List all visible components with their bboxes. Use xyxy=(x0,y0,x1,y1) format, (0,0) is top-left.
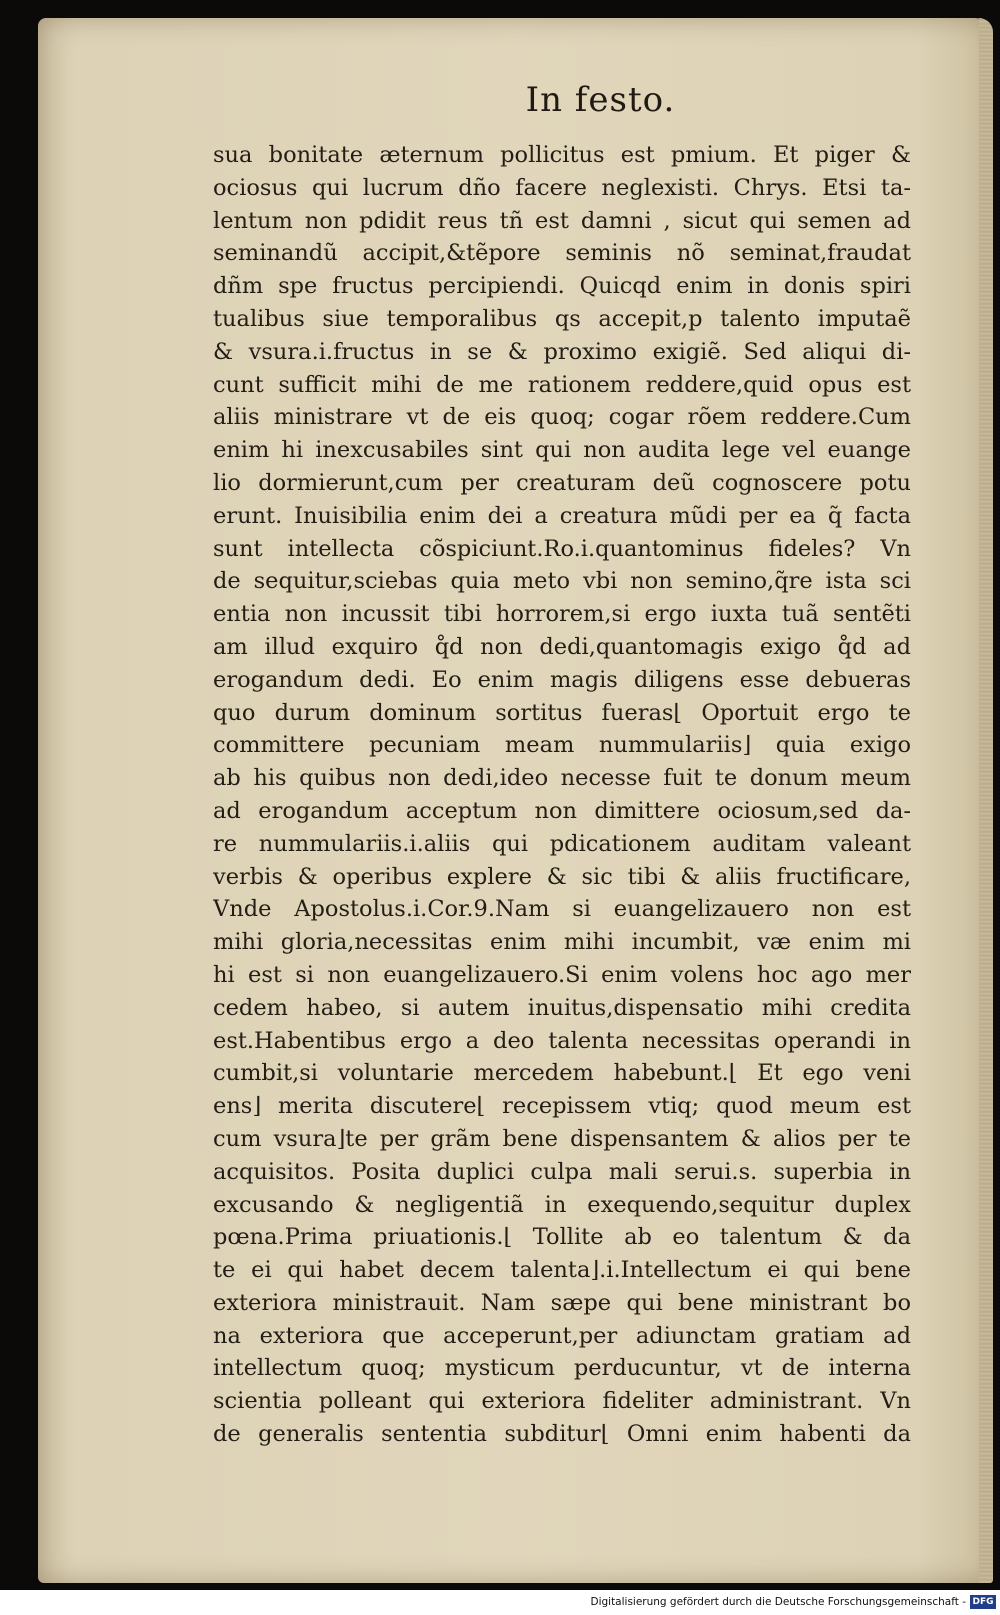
body-text xyxy=(213,139,911,1451)
page-fore-edge xyxy=(979,18,993,1583)
text-line: am illud exquiro q̊d non dedi,quantomagis exigo q̊d ad xyxy=(213,633,911,660)
text-line: tualibus siue temporalibus qs accepit,p talento imputaẽ xyxy=(213,305,911,332)
text-line: na exteriora que acceperunt,per adiunctam gratiam ad xyxy=(213,1322,911,1349)
text-line: scientia polleant qui exteriora fideliter administrant. Vn xyxy=(213,1388,911,1415)
text-line: ociosus qui lucrum dño facere neglexisti. Chrys. Etsi ta- xyxy=(213,174,911,201)
text-line: cum vsura⌋te per grãm bene dispensantem & alios per te xyxy=(213,1125,911,1152)
text-line: est.Habentibus ergo a deo talenta necessitas operandi in xyxy=(213,1027,911,1054)
text-line: erunt. Inuisibilia enim dei a creatura mũdi per ea q̃ facta xyxy=(213,502,911,529)
text-line: hi est si non euangelizauero.Si enim volens hoc ago mer xyxy=(213,961,911,988)
running-head: In festo. xyxy=(525,80,676,120)
text-line: de sequitur,sciebas quia meto vbi non semino,q̃re ista sci xyxy=(213,568,911,595)
text-line: cunt sufficit mihi de me rationem reddere,quid opus est xyxy=(213,371,911,398)
text-line: entia non incussit tibi horrorem,si ergo iuxta tuã sentẽti xyxy=(213,601,911,628)
funding-credit: Digitalisierung gefördert durch die Deutsche Forschungsgemeinschaft - xyxy=(590,1596,966,1608)
text-line: quo durum dominum sortitus fueras⌊ Oportuit ergo te xyxy=(213,699,911,726)
book-page xyxy=(38,18,993,1583)
text-line: de generalis sententia subditur⌊ Omni enim habenti da xyxy=(213,1421,911,1448)
text-line: re nummulariis.i.aliis qui pdicationem auditam valeant xyxy=(213,830,911,857)
text-line: dñm spe fructus percipiendi. Quicqd enim in donis spiri xyxy=(213,273,911,300)
text-line: ens⌋ merita discutere⌊ recepissem vtiq; quod meum est xyxy=(213,1093,911,1120)
text-line: verbis & operibus explere & sic tibi & aliis fructificare, xyxy=(213,863,911,890)
text-line: & vsura.i.fructus in se & proximo exigiẽ. Sed aliqui di- xyxy=(213,338,911,365)
text-line: cedem habeo, si autem inuitus,dispensatio mihi credita xyxy=(213,994,911,1021)
text-line: intellectum quoq; mysticum perducuntur, vt de interna xyxy=(213,1355,911,1382)
text-line: lio dormierunt,cum per creaturam deũ cognoscere potu xyxy=(213,469,911,496)
text-line: erogandum dedi. Eo enim magis diligens esse debueras xyxy=(213,666,911,693)
text-line: cumbit,si voluntarie mercedem habebunt.⌊ Et ego veni xyxy=(213,1060,911,1087)
text-line: pœna.Prima priuationis.⌊ Tollite ab eo talentum & da xyxy=(213,1224,911,1251)
digitization-footer xyxy=(0,1592,1000,1615)
text-line: committere pecuniam meam nummulariis⌋ quia exigo xyxy=(213,732,911,759)
dfg-logo: DFG xyxy=(970,1595,996,1609)
text-line: lentum non pdidit reus tñ est damni , sicut qui semen ad xyxy=(213,207,911,234)
text-line: seminandũ accipit,&tẽpore seminis nõ seminat,fraudat xyxy=(213,240,911,267)
text-line: mihi gloria,necessitas enim mihi incumbit, væ enim mi xyxy=(213,929,911,956)
text-line: ab his quibus non dedi,ideo necesse fuit te donum meum xyxy=(213,765,911,792)
text-line: enim hi inexcusabiles sint qui non audita lege vel euange xyxy=(213,437,911,464)
text-line: te ei qui habet decem talenta⌋.i.Intellectum ei qui bene xyxy=(213,1257,911,1284)
text-line: exteriora ministrauit. Nam sæpe qui bene ministrant bo xyxy=(213,1289,911,1316)
text-line: sua bonitate æternum pollicitus est pmium. Et piger & xyxy=(213,142,911,168)
text-line: sunt intellecta cõspiciunt.Ro.i.quantominus fideles? Vn xyxy=(213,535,911,562)
text-line: ad erogandum acceptum non dimittere ociosum,sed da- xyxy=(213,797,911,824)
text-line: acquisitos. Posita duplici culpa mali serui.s. superbia in xyxy=(213,1158,911,1185)
text-line: Vnde Apostolus.i.Cor.9.Nam si euangelizauero non est xyxy=(213,896,911,923)
text-line: excusando & negligentiã in exequendo,sequitur duplex xyxy=(213,1191,911,1218)
text-line: aliis ministrare vt de eis quoq; cogar rõem reddere.Cum xyxy=(213,404,911,431)
